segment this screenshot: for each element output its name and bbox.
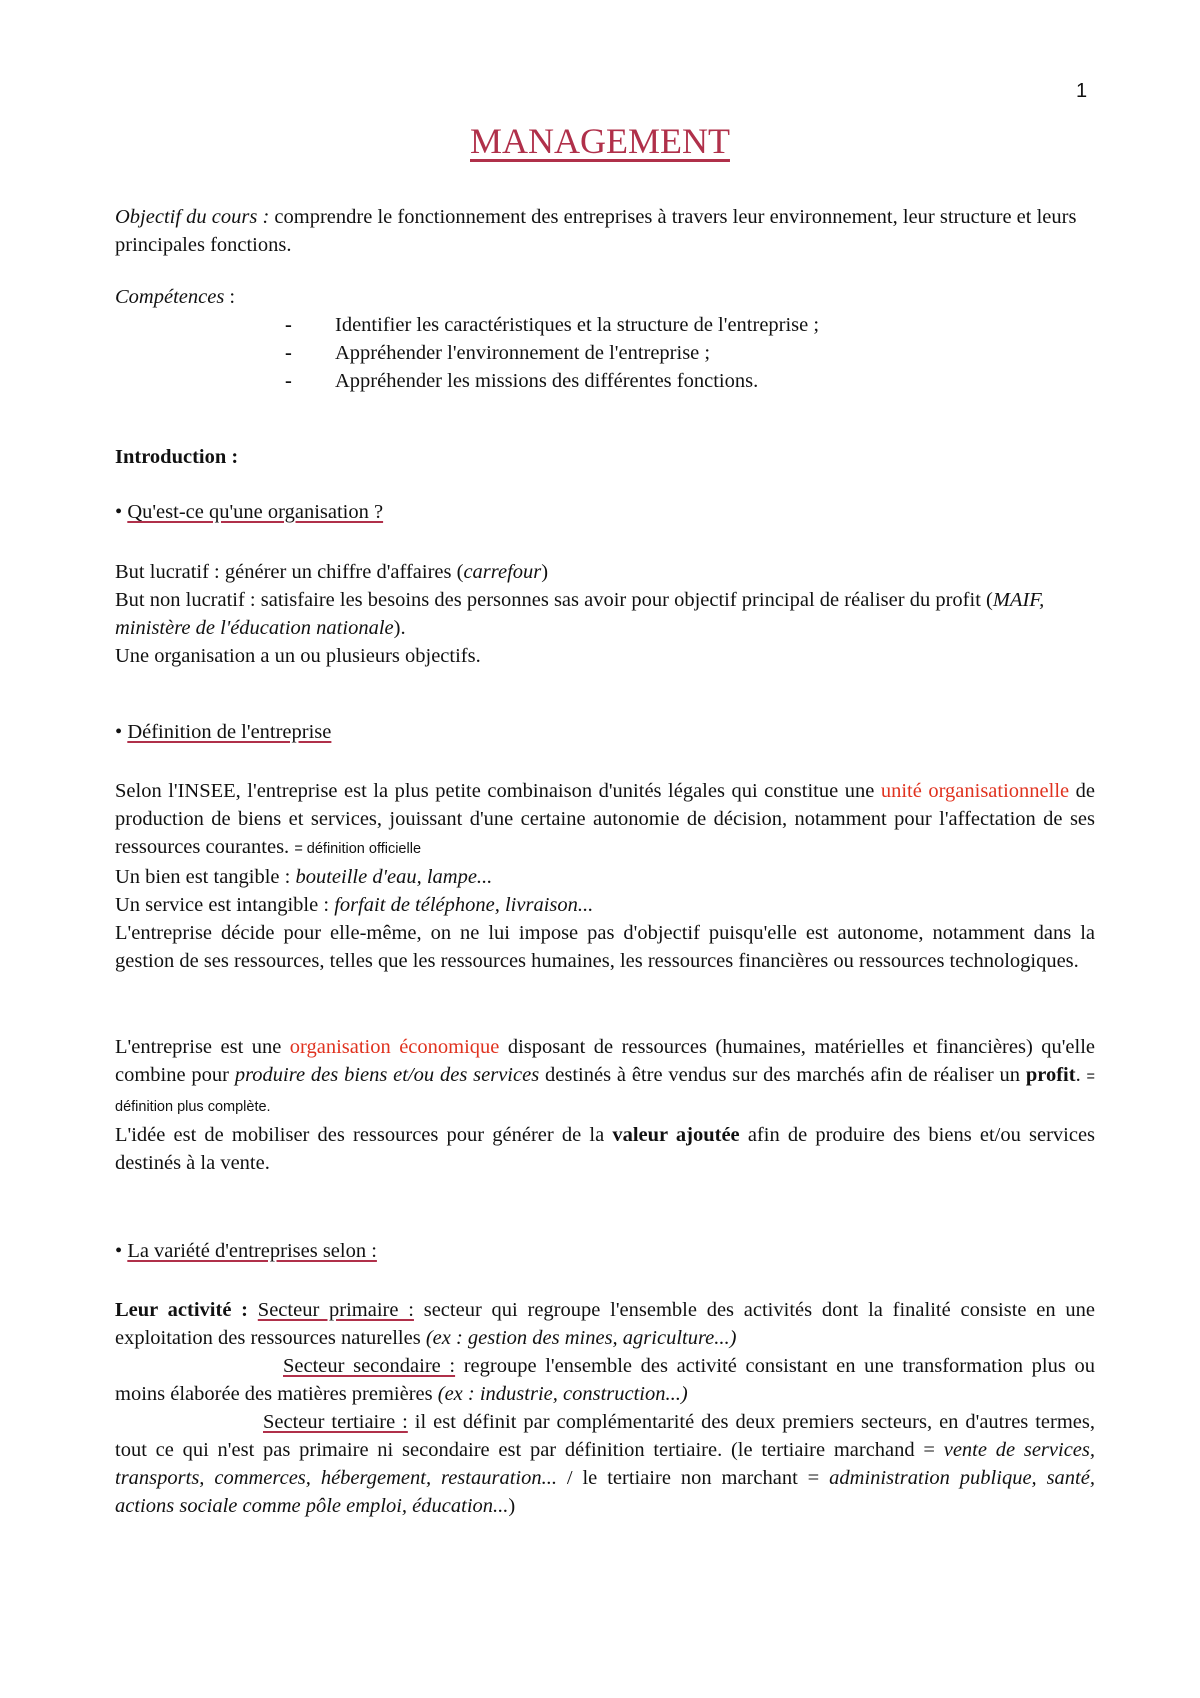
lucratif-text: But lucratif : générer un chiffre d'affaires (	[115, 561, 464, 583]
insee-text-2: de production de biens et services, jouissant d'une certaine autonomie de décision, notamment pour l'affectation de ses ressources courantes.	[115, 780, 1095, 858]
competences-label: Compétences	[115, 286, 225, 308]
org-eco-text-2: disposant de ressources (humaines, matérielles et financières) qu'elle combine pour	[115, 1036, 1096, 1086]
note-complete: = définition plus complète.	[115, 1069, 1096, 1115]
valeur-ajoutee-word: valeur ajoutée	[612, 1124, 740, 1146]
secondaire-label: Secteur secondaire :	[283, 1355, 456, 1377]
bien-text: Un bien est tangible :	[115, 866, 296, 888]
tertiaire-example-2: administration publique, santé, actions sociale comme pôle emploi, éducation...	[115, 1467, 1095, 1517]
secondaire-text: regroupe l'ensemble des activité consistant en une transformation plus ou moins élaborée des matières premières	[115, 1355, 1095, 1405]
objectif-label: Objectif du cours :	[115, 206, 270, 228]
note-officielle: = définition officielle	[294, 841, 422, 857]
org-eco-text: L'entreprise est une	[115, 1036, 290, 1058]
competences-colon: :	[224, 286, 236, 308]
objectif-paragraph	[115, 203, 1095, 259]
tertiaire-mid: / le tertiaire non marchant =	[556, 1467, 830, 1489]
primaire-text: secteur qui regroupe l'ensemble des activités dont la finalité consiste en une exploitation des ressources naturelles	[115, 1299, 1096, 1349]
primaire-label: Secteur primaire :	[257, 1299, 414, 1321]
organisation-heading-text: Qu'est-ce qu'une organisation ?	[127, 501, 384, 523]
objectif-text: comprendre le fonctionnement des entreprises à travers leur environnement, leur structure et leurs principales fonctions.	[115, 206, 1077, 256]
organisation-paragraph: But lucratif : générer un chiffre d'affaires (carrefour) But non lucratif : satisfaire les besoins des personnes sas avoir pour objectif principal de réaliser du profit (MAIF, ministère de l'éducation nationale). Une organisation a un ou plusieurs objectifs.	[115, 558, 1095, 670]
valeur-text: L'idée est de mobiliser des ressources pour générer de la	[115, 1124, 613, 1146]
profit-word: profit	[1025, 1064, 1076, 1086]
bien-example: bouteille d'eau, lampe...	[295, 866, 493, 888]
definition-paragraph-2	[115, 1033, 1095, 1177]
dash-bullet: -	[285, 370, 292, 392]
definition-heading	[115, 718, 1095, 746]
competences-section	[115, 283, 1095, 395]
tertiaire-text: il est définit par complémentarité des deux premiers secteurs, en d'autres termes, tout ce qui n'est pas primaire ni secondaire est par définition tertiaire. (le tertiaire marchand =	[115, 1411, 1095, 1461]
highlight-organisation: organisation économique	[289, 1036, 500, 1058]
competence-item-3: Appréhender les missions des différentes fonctions.	[335, 370, 759, 392]
service-text: Un service est intangible :	[115, 894, 335, 916]
bullet-icon: •	[115, 721, 123, 743]
variete-heading	[115, 1237, 1095, 1265]
tertiaire-example-1: vente de services, transports, commerces, hébergement, restauration...	[115, 1439, 1095, 1489]
service-example: forfait de téléphone, livraison...	[334, 894, 594, 916]
list-item	[115, 311, 1095, 339]
highlight-unite: unité organisationnelle	[880, 780, 1070, 802]
autonomie-text: L'entreprise décide pour elle-même, on ne lui impose pas d'objectif puisqu'elle est autonome, notamment dans la gestion de ses ressources, telles que les ressources humaines, les ressources financières ou ressources technologiques.	[115, 922, 1095, 972]
org-eco-text-4: .	[1075, 1064, 1087, 1086]
list-item	[115, 339, 1095, 367]
objectifs-text: Une organisation a un ou plusieurs objectifs.	[115, 645, 481, 667]
insee-text: Selon l'INSEE, l'entreprise est la plus petite combinaison d'unités légales qui constitue une	[115, 780, 881, 802]
lucratif-example: carrefour	[463, 561, 542, 583]
tertiaire-end: )	[508, 1495, 516, 1517]
document-title: MANAGEMENT	[470, 121, 730, 161]
non-lucratif-example: MAIF, ministère de l'éducation nationale	[115, 589, 1045, 639]
tertiaire-label: Secteur tertiaire :	[263, 1411, 408, 1433]
competences-list	[115, 311, 1095, 395]
dash-bullet: -	[285, 342, 292, 364]
page-number: 1	[1076, 80, 1088, 102]
valeur-text-2: afin de produire des biens et/ou services destinés à la vente.	[115, 1124, 1096, 1174]
dash-bullet: -	[285, 314, 292, 336]
activite-label: Leur activité :	[115, 1299, 249, 1321]
organisation-heading	[115, 498, 1095, 526]
competence-item-2: Appréhender l'environnement de l'entreprise ;	[335, 342, 711, 364]
variete-paragraph	[115, 1296, 1095, 1520]
bullet-icon: •	[115, 1240, 123, 1262]
bullet-icon: •	[115, 501, 123, 523]
secondaire-example: (ex : industrie, construction...)	[437, 1383, 688, 1405]
org-eco-italic: produire des biens et/ou des services	[234, 1064, 540, 1086]
definition-heading-text: Définition de l'entreprise	[127, 721, 332, 743]
primaire-example: (ex : gestion des mines, agriculture...)	[425, 1327, 737, 1349]
non-lucratif-text: But non lucratif : satisfaire les besoins des personnes sas avoir pour objectif principal de réaliser du profit (	[115, 589, 993, 611]
org-eco-text-3: destinés à être vendus sur des marchés afin de réaliser un	[539, 1064, 1026, 1086]
definition-paragraph	[115, 777, 1095, 975]
introduction-label: Introduction :	[115, 446, 239, 468]
competence-item-1: Identifier les caractéristiques et la structure de l'entreprise ;	[335, 314, 820, 336]
list-item	[115, 367, 1095, 395]
introduction-heading	[115, 443, 1095, 471]
variete-heading-text: La variété d'entreprises selon :	[127, 1240, 377, 1262]
